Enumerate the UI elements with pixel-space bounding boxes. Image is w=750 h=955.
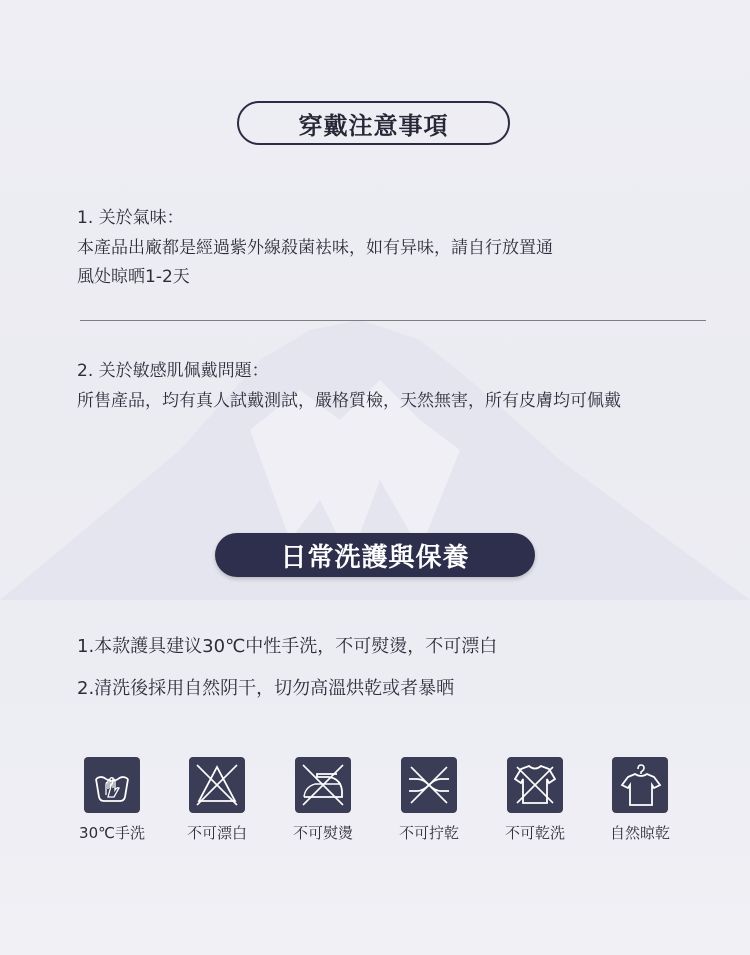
sensitive-skin-heading: 2. 关於敏感肌佩戴問題： — [77, 361, 269, 381]
icon-label-no-iron: 不可熨燙 — [292, 824, 354, 842]
mountain-background — [0, 300, 750, 660]
odor-heading: 1. 关於氣味： — [77, 208, 184, 228]
no-iron-icon — [295, 757, 351, 813]
no-wring-icon — [401, 757, 457, 813]
odor-text-line1: 本產品出廠都是經過紫外線殺菌袪味，如有异味，請自行放置通 — [77, 238, 553, 258]
hang-dry-icon — [612, 757, 668, 813]
hand-wash-30-icon — [84, 757, 140, 813]
icon-label-no-wring: 不可拧乾 — [398, 824, 460, 842]
no-bleach-icon — [189, 757, 245, 813]
icon-label-hand-wash: 30℃手洗 — [79, 824, 145, 842]
sensitive-skin-text: 所售產品，均有真人試戴測試，嚴格質檢，天然無害，所有皮膚均可佩戴 — [77, 391, 621, 411]
section-title-care: 日常洗護與保養 — [215, 533, 535, 577]
care-instruction-1: 1.本款護具建议30℃中性手洗，不可熨燙，不可漂白 — [77, 636, 498, 657]
no-dry-clean-icon — [507, 757, 563, 813]
divider — [80, 320, 706, 321]
odor-text-line2: 風处晾晒1-2天 — [77, 267, 190, 287]
section-title-wear-notes: 穿戴注意事項 — [237, 101, 510, 145]
icon-label-no-bleach: 不可漂白 — [186, 824, 248, 842]
icon-label-hang-dry: 自然晾乾 — [609, 824, 671, 842]
icon-label-no-dry-clean: 不可乾洗 — [504, 824, 566, 842]
care-instruction-2: 2.清洗後採用自然阴干，切勿高溫烘乾或者暴晒 — [77, 678, 455, 699]
